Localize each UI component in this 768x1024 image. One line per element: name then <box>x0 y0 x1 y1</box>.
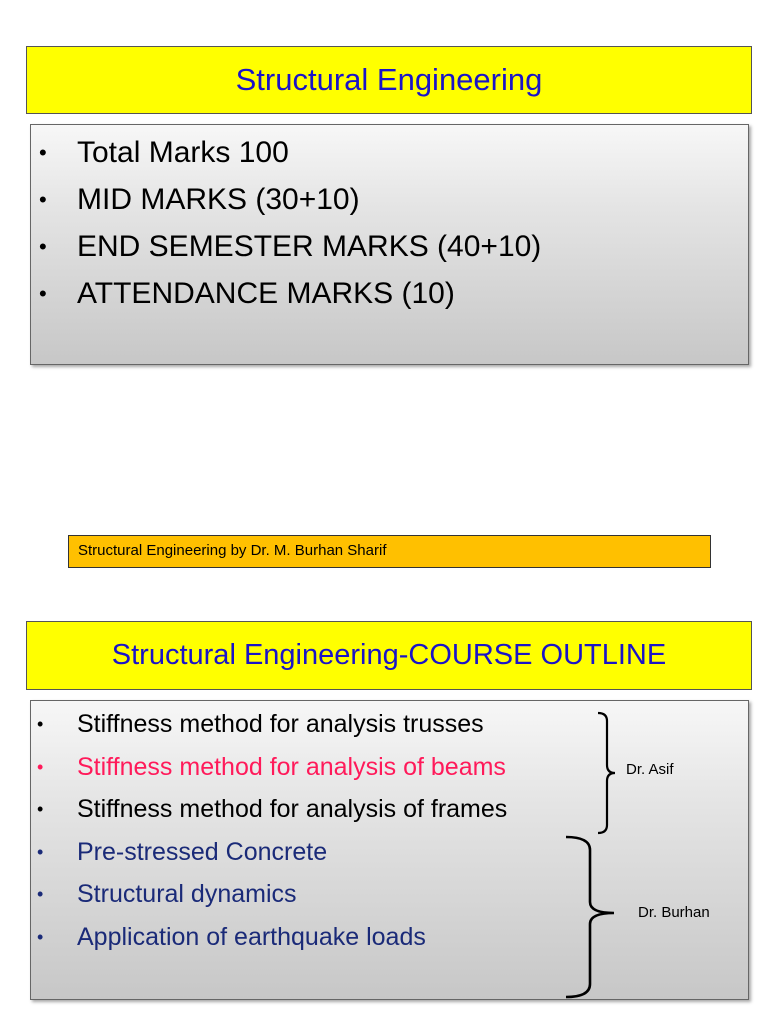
slide1-content-box <box>30 124 749 365</box>
footer-text: Structural Engineering by Dr. M. Burhan Sharif <box>78 542 387 559</box>
bullet-icon: • <box>39 140 47 165</box>
instructor-label-asif: Dr. Asif <box>626 761 674 778</box>
right-brace-icon <box>596 711 616 835</box>
right-brace-icon <box>562 834 618 1000</box>
slide1-title-banner <box>26 46 752 114</box>
list-item: • Stiffness method for analysis trusses <box>37 705 507 748</box>
bullet-icon: • <box>39 234 47 259</box>
list-item: • Stiffness method for analysis of beams <box>37 748 507 791</box>
bullet-icon: • <box>37 714 44 734</box>
bullet-icon: • <box>37 799 44 819</box>
footer-credit <box>68 535 711 568</box>
slide1-bullet-list <box>39 133 541 321</box>
bullet-icon: • <box>37 884 44 904</box>
slide2-title: Structural Engineering-COURSE OUTLINE <box>111 639 667 671</box>
slide2-bullet-list <box>37 705 507 960</box>
bullet-icon: • <box>37 841 44 862</box>
list-item: • END SEMESTER MARKS (40+10) <box>39 227 541 274</box>
list-item: • ATTENDANCE MARKS (10) <box>39 274 541 321</box>
instructor-label-burhan: Dr. Burhan <box>638 904 710 921</box>
list-item: • Total Marks 100 <box>39 133 541 180</box>
bullet-icon: • <box>37 926 44 947</box>
slide1-title: Structural Engineering <box>235 62 543 97</box>
slide2-title-banner <box>26 621 752 690</box>
bullet-icon: • <box>37 756 44 777</box>
slide2-content-box <box>30 700 749 1000</box>
list-item: • Application of earthquake loads <box>37 918 507 961</box>
list-item: • Structural dynamics <box>37 875 507 918</box>
list-item: • Pre-stressed Concrete <box>37 833 507 876</box>
list-item: • MID MARKS (30+10) <box>39 180 541 227</box>
bullet-icon: • <box>39 281 47 306</box>
list-item: • Stiffness method for analysis of frames <box>37 790 507 833</box>
bullet-icon: • <box>39 187 47 212</box>
